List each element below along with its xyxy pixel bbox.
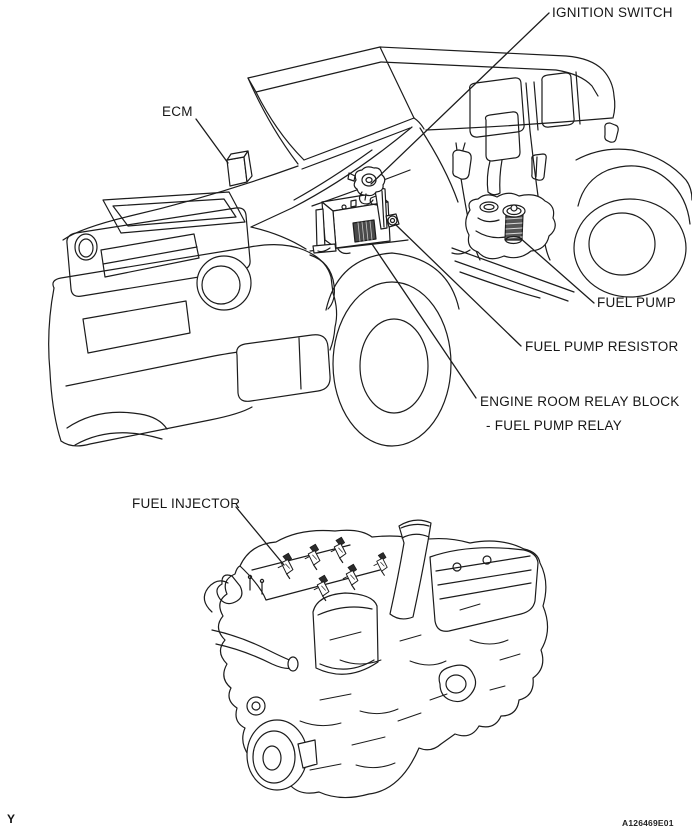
leader-fuel-injector	[236, 507, 284, 565]
rear-wheel	[574, 149, 692, 297]
crank-pulley	[247, 720, 317, 790]
roof	[248, 47, 615, 118]
label-fuel-pump-relay: - FUEL PUMP RELAY	[486, 418, 623, 433]
fuel-filler-door	[605, 123, 618, 142]
engine-room-relay-block-part	[313, 188, 399, 254]
label-ecm: ECM	[162, 104, 193, 119]
figure-id: A126469E01	[622, 818, 674, 828]
front-wheel	[310, 253, 459, 446]
c-pillar	[576, 72, 580, 124]
front-bumper	[49, 245, 337, 446]
fuel-pump-relay-part	[353, 220, 376, 242]
seat-through-window	[486, 112, 521, 195]
side-mirror	[453, 143, 471, 179]
fog-light-pod	[237, 335, 330, 402]
fuel-pump-part	[503, 205, 525, 244]
label-fuel-pump: FUEL PUMP	[597, 295, 677, 310]
label-fuel-pump-resistor: FUEL PUMP RESISTOR	[525, 339, 679, 354]
valve-cover	[430, 548, 538, 632]
engine-mount-boss	[439, 665, 475, 701]
leader-ecm	[196, 119, 228, 163]
hood-scoop	[103, 192, 245, 233]
label-engine-room-relay-block: ENGINE ROOM RELAY BLOCK	[480, 394, 680, 409]
label-ignition-switch: IGNITION SWITCH	[552, 5, 673, 20]
oil-filler-tube	[390, 520, 431, 619]
ecm-box	[227, 151, 252, 186]
far-front-wheel-arc	[67, 412, 167, 429]
headlight-far	[75, 234, 97, 260]
thermostat-housing	[217, 575, 264, 604]
engine-illustration	[204, 520, 547, 797]
front-door-window	[470, 78, 525, 137]
idler-pulley	[247, 697, 265, 715]
windshield	[248, 47, 424, 169]
rear-door-window	[542, 73, 574, 127]
label-fuel-injector: FUEL INJECTOR	[132, 496, 241, 511]
page-corner-mark: Y	[7, 812, 16, 826]
headlight-near	[197, 256, 251, 310]
fuel-tank-part	[452, 193, 555, 258]
fuel-pump-resistor-part	[386, 214, 399, 227]
vehicle-illustration	[49, 47, 692, 446]
